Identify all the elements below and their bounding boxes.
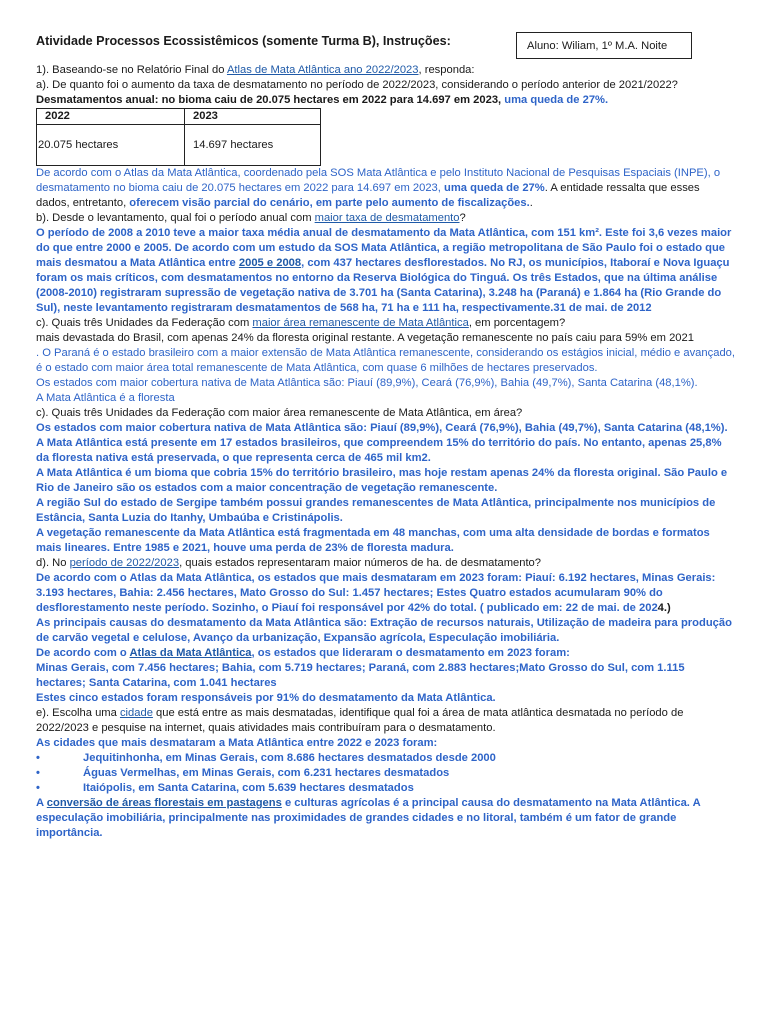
answer-c2-p3: A Mata Atlântica é um bioma que cobria 15% do território brasileiro, mas hoje restam apenas 24% da floresta original. São Paulo e Rio de Janeiro são os estados com a maior concentração de vegetação remanescente. bbox=[36, 467, 728, 494]
atlas-link[interactable]: Atlas de Mata Atlântica ano 2022/2023 bbox=[226, 64, 419, 76]
table-cell-2023: 14.697 hectares bbox=[185, 125, 321, 166]
deforestation-rate-link[interactable]: maior taxa de desmatamento bbox=[314, 212, 460, 224]
period-2005-2008-link[interactable]: 2005 e 2008 bbox=[238, 257, 302, 269]
question-1-intro: 1). Baseando-se no Relatório Final do Atlas de Mata Atlântica ano 2022/2023, responda: bbox=[36, 64, 475, 76]
deforestation-table bbox=[36, 108, 321, 166]
table-header-2022: 2022 bbox=[37, 109, 185, 125]
list-item: • Jequitinhonha, em Minas Gerais, com 8.686 hectares desmatados desde 2000 bbox=[36, 751, 736, 766]
answer-c1-line1: mais devastada do Brasil, com apenas 24% da floresta original restante. A vegetação remanescente no país caiu para 59% em 2021 bbox=[36, 332, 694, 344]
answer-c2-p4: A região Sul do estado de Sergipe também possui grandes remanescentes de Mata Atlântica, principalmente nos municípios de Estância, Santa Luzia do Itanhy, Umbaúba e Cristinápolis. bbox=[36, 497, 716, 524]
table-cell-2022: 20.075 hectares bbox=[37, 125, 185, 166]
answer-c1-line4: A Mata Atlântica é a floresta bbox=[36, 392, 175, 404]
answer-b: O período de 2008 a 2010 teve a maior taxa média anual de desmatamento da Mata Atlântica, com 151 km². Este foi 3,6 vezes maior do que entre 2000 e 2005. De acordo com um estudo da SOS Mata Atlântica, a região metropolitana de São Paulo foi o estado que mais desmatou a Mata Atlântica entre 2005 e 2008, com 437 hectares desflorestados. No RJ, os municípios, Itaboraí e Nova Iguaçu foram os mais críticos, com desmatamentos no entorno da Reserva Biológica do Tinguá. Os três Estados, que na última análise (2008-2010) registraram supressão de vegetação nativa de 3.701 ha (Santa Catarina), 3.248 ha (Paraná) e 1.864 ha (Rio Grande do Sul), neste levantamento registraram desmatamentos de 568 ha, 71 ha e 111 ha, respectivamente.31 de mai. de 2012 bbox=[36, 227, 732, 314]
list-item: • Itaiópolis, em Santa Catarina, com 5.639 hectares desmatados bbox=[36, 781, 736, 796]
answer-c1-line2: . O Paraná é o estado brasileiro com a maior extensão de Mata Atlântica remanescente, considerando os estágios inicial, médio e avançado, é o estado com maior área total remanescente de Mata Atlântica, com quase 6 milhões de hectares preservados. bbox=[36, 347, 735, 374]
answer-a-paragraph: De acordo com o Atlas da Mata Atlântica, coordenado pela SOS Mata Atlântica e pelo Instituto Nacional de Pesquisas Espaciais (INPE), o desmatamento no bioma caiu de 20.075 hectares em 2022 para 14.697 em 2023, uma queda de 27%. A entidade ressalta que esses dados, entretanto, oferecem visão parcial do cenário, em parte pelo aumento de fiscalizações.. bbox=[36, 167, 721, 209]
student-box: Aluno: Wiliam, 1º M.A. Noite bbox=[516, 32, 692, 59]
answer-d-p5: Estes cinco estados foram responsáveis por 91% do desmatamento da Mata Atlântica. bbox=[36, 692, 496, 704]
list-item: • Águas Vermelhas, em Minas Gerais, com 6.231 hectares desmatados bbox=[36, 766, 736, 781]
answer-c2-p5: A vegetação remanescente da Mata Atlântica está fragmentada em 48 manchas, com uma alta densidade de bordas e formatos mais lineares. Entre 1985 e 2021, houve uma perda de 23% de floresta madura. bbox=[36, 527, 710, 554]
answer-c2-p1: Os estados com maior cobertura nativa de Mata Atlântica são: Piauí (89,9%), Ceará (76,9%), Bahia (49,7%), Santa Catarina (48,1%). bbox=[36, 422, 728, 434]
answer-a-summary: Desmatamentos anual: no bioma caiu de 20.075 hectares em 2022 para 14.697 em 2023, uma queda de 27%. bbox=[36, 94, 609, 106]
question-b: b). Desde o levantamento, qual foi o período anual com maior taxa de desmatamento? bbox=[36, 212, 466, 224]
pasture-conversion-link[interactable]: conversão de áreas florestais em pastagens bbox=[46, 797, 282, 809]
remaining-area-link[interactable]: maior área remanescente de Mata Atlântica bbox=[252, 317, 469, 329]
answer-e-p2: A conversão de áreas florestais em pastagens e culturas agrícolas é a principal causa do desmatamento na Mata Atlântica. A especulação imobiliária, principalmente nas proximidades de grandes cidades e no litoral, também é um fator de grande importância. bbox=[36, 797, 701, 839]
table-header-2023: 2023 bbox=[185, 109, 321, 125]
answer-d-p2: As principais causas do desmatamento da Mata Atlântica são: Extração de recursos naturais, Utilização de madeira para produção de carvão vegetal e celulose, Avanço da urbanização, Expansão agrícola, Especulação imobiliária. bbox=[36, 617, 732, 644]
question-c1: c). Quais três Unidades da Federação com maior área remanescente de Mata Atlântica, em porcentagem? bbox=[36, 317, 566, 329]
answer-d-p4: Minas Gerais, com 7.456 hectares; Bahia, com 5.719 hectares; Paraná, com 2.883 hectares;Mato Grosso do Sul, com 1.115 hectares; Santa Catarina, com 1.041 hectares bbox=[36, 662, 685, 689]
answer-e-p1: As cidades que mais desmataram a Mata Atlântica entre 2022 e 2023 foram: bbox=[36, 737, 438, 749]
page-title: Atividade Processos Ecossistêmicos (somente Turma B), Instruções: bbox=[36, 34, 451, 48]
document-body bbox=[36, 63, 736, 841]
question-c2: c). Quais três Unidades da Federação com maior área remanescente de Mata Atlântica, em área? bbox=[36, 407, 523, 419]
question-d: d). No período de 2022/2023, quais estados representaram maior números de ha. de desmatamento? bbox=[36, 557, 542, 569]
answer-d-p3: De acordo com o Atlas da Mata Atlântica, os estados que lideraram o desmatamento em 2023 foram: bbox=[36, 647, 570, 659]
period-2022-2023-link[interactable]: período de 2022/2023 bbox=[69, 557, 180, 569]
city-link[interactable]: cidade bbox=[119, 707, 153, 719]
answer-d-p1: De acordo com o Atlas da Mata Atlântica, os estados que mais desmataram em 2023 foram: Piauí: 6.192 hectares, Minas Gerais: 3.193 hectares, Bahia: 2.456 hectares, Mato Grosso do Sul: 1.457 hectares; Estes Quatro estados acumularam 90% do desflorestamento neste período. Sozinho, o Piauí foi responsável por 42% do total. ( publicado em: 22 de mai. de 2024.) bbox=[36, 572, 716, 614]
question-a: a). De quanto foi o aumento da taxa de desmatamento no período de 2022/2023, considerando o período anterior de 2021/2022? bbox=[36, 79, 678, 91]
answer-c1-line3: Os estados com maior cobertura nativa de Mata Atlântica são: Piauí (89,9%), Ceará (76,9%), Bahia (49,7%), Santa Catarina (48,1%). bbox=[36, 377, 698, 389]
question-e: e). Escolha uma cidade que está entre as mais desmatadas, identifique qual foi a área de mata atlântica desmatada no período de 2022/2023 e pesquise na internet, quais atividades mais contribuíram para o desmatamento. bbox=[36, 707, 684, 734]
answer-c2-p2: A Mata Atlântica está presente em 17 estados brasileiros, que compreendem 15% do território do país. No entanto, apenas 25,8% da floresta nativa está preservada, o que representa cerca de 465 mil km2. bbox=[36, 437, 722, 464]
atlas-mata-atlantica-link[interactable]: Atlas da Mata Atlântica bbox=[129, 647, 252, 659]
cities-list bbox=[36, 751, 736, 796]
